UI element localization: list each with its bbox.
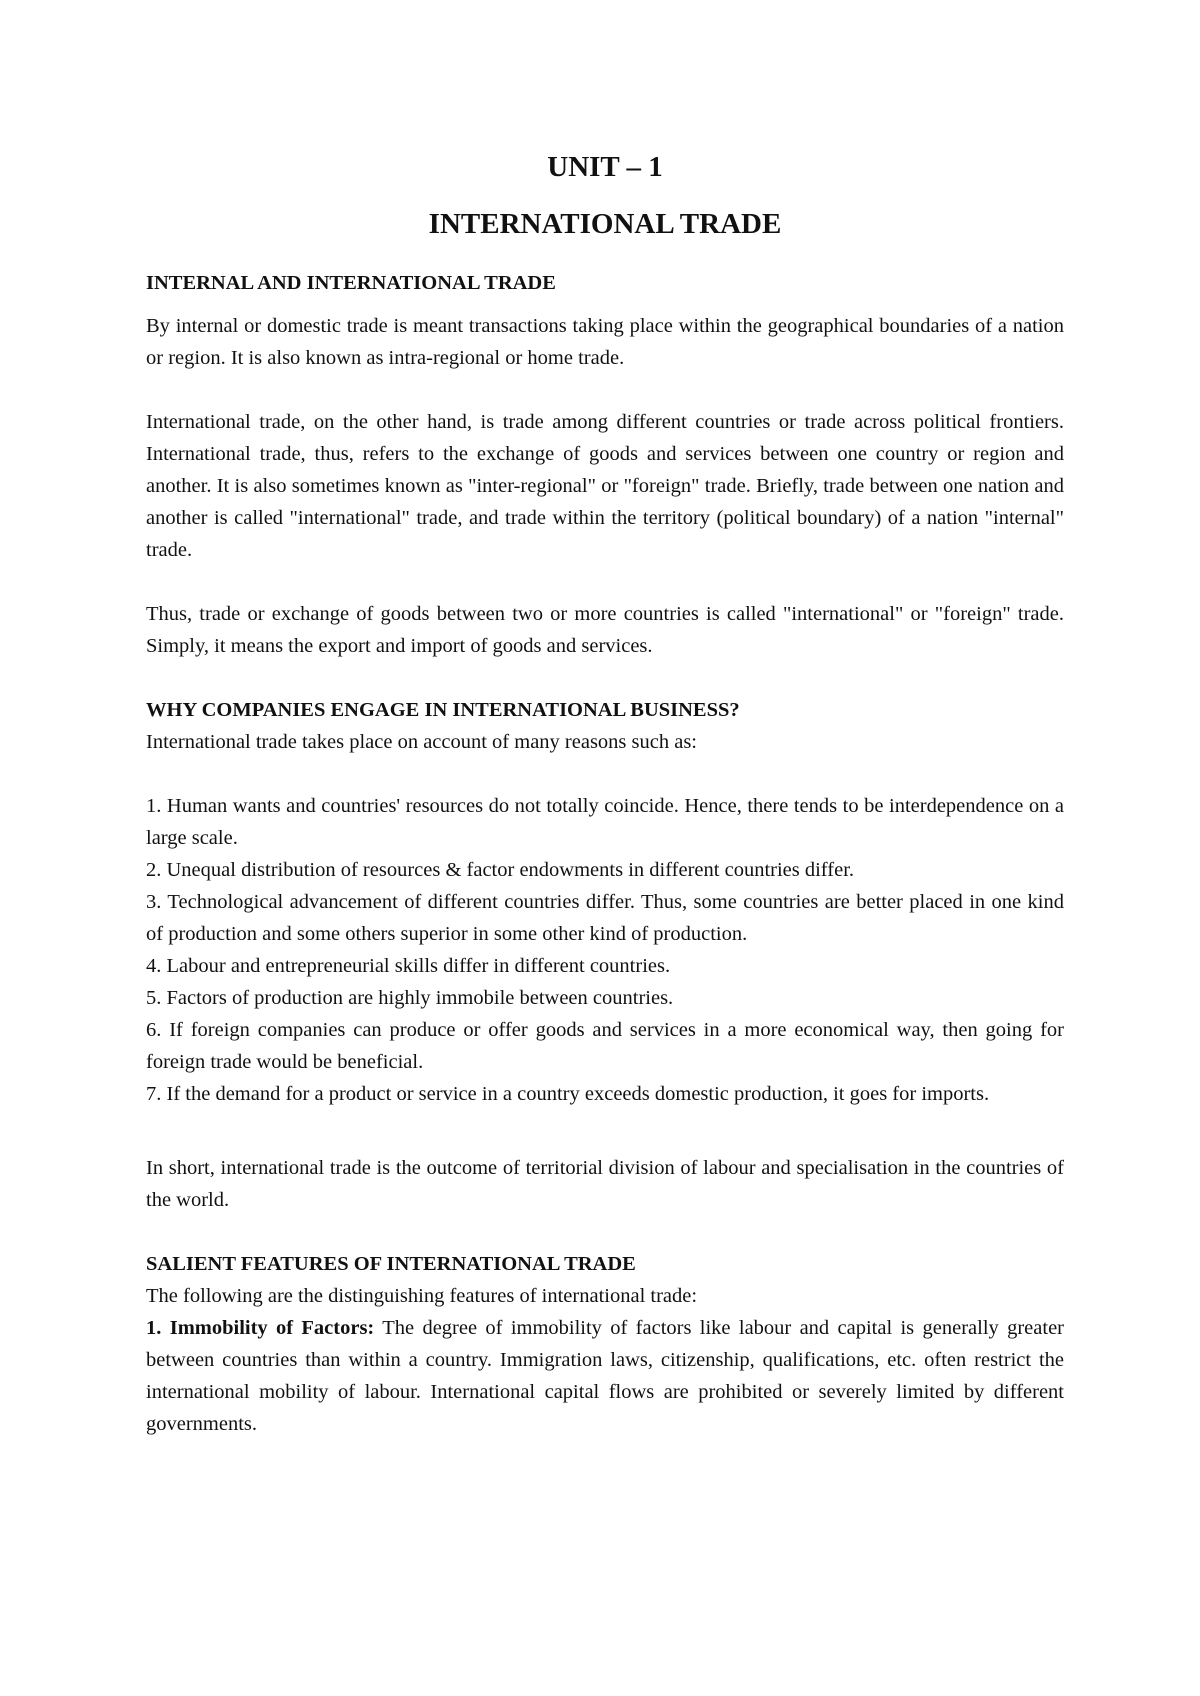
feature-1-text: The degree of immobility of factors like labour and capital is generally greater between countries than within a country. Immigration laws, citizenship, qualifications, etc. often restrict the international mobility of labour. International capital flows are prohibited or severely limited by different governments. xyxy=(146,1317,1064,1435)
list-item: 1. Human wants and countries' resources do not totally coincide. Hence, there tends to be interdependence on a large scale. xyxy=(146,795,1064,849)
list-item: 7. If the demand for a product or service in a country exceeds domestic production, it goes for imports. xyxy=(146,1083,990,1105)
paragraph-international-trade: International trade, on the other hand, is trade among different countries or trade across political frontiers. International trade, thus, refers to the exchange of goods and services between one country or region and another. It is also sometimes known as "inter-regional" or "foreign" trade. Briefly, trade between one nation and another is called "international" trade, and trade within the territory (political boundary) of a nation "internal" trade. xyxy=(146,411,1064,561)
paragraph-internal-trade: By internal or domestic trade is meant transactions taking place within the geographical boundaries of a nation or region. It is also known as intra-regional or home trade. xyxy=(146,315,1064,369)
spacer xyxy=(146,1216,1064,1248)
spacer xyxy=(146,299,1064,310)
section-heading-why: WHY COMPANIES ENGAGE IN INTERNATIONAL BUSINESS? xyxy=(146,699,740,721)
spacer xyxy=(146,662,1064,694)
document-body xyxy=(146,267,1064,1440)
spacer xyxy=(146,1110,1064,1152)
paragraph-feature-1 xyxy=(146,1312,1064,1440)
spacer xyxy=(146,374,1064,406)
paragraph-features-intro: The following are the distinguishing features of international trade: xyxy=(146,1285,698,1307)
section-heading-features: SALIENT FEATURES OF INTERNATIONAL TRADE xyxy=(146,1253,636,1275)
list-item: 4. Labour and entrepreneurial skills differ in different countries. xyxy=(146,955,671,977)
list-item: 5. Factors of production are highly immobile between countries. xyxy=(146,987,674,1009)
feature-1-label: 1. Immobility of Factors: xyxy=(146,1317,375,1339)
spacer xyxy=(146,758,1064,790)
unit-title: UNIT – 1 xyxy=(547,151,663,183)
document-title: INTERNATIONAL TRADE xyxy=(428,208,782,240)
paragraph-why-intro: International trade takes place on account of many reasons such as: xyxy=(146,731,698,753)
list-item: 2. Unequal distribution of resources & factor endowments in different countries differ. xyxy=(146,859,855,881)
paragraph-foreign-trade: Thus, trade or exchange of goods between two or more countries is called "international" or "foreign" trade. Simply, it means the export and import of goods and services. xyxy=(146,603,1064,657)
list-item: 3. Technological advancement of different countries differ. Thus, some countries are better placed in one kind of production and some others superior in some other kind of production. xyxy=(146,891,1064,945)
section-heading-internal: INTERNAL AND INTERNATIONAL TRADE xyxy=(146,272,556,294)
spacer xyxy=(146,566,1064,598)
list-item: 6. If foreign companies can produce or offer goods and services in a more economical way, then going for foreign trade would be beneficial. xyxy=(146,1019,1064,1073)
paragraph-summary: In short, international trade is the outcome of territorial division of labour and specialisation in the countries of the world. xyxy=(146,1157,1064,1211)
